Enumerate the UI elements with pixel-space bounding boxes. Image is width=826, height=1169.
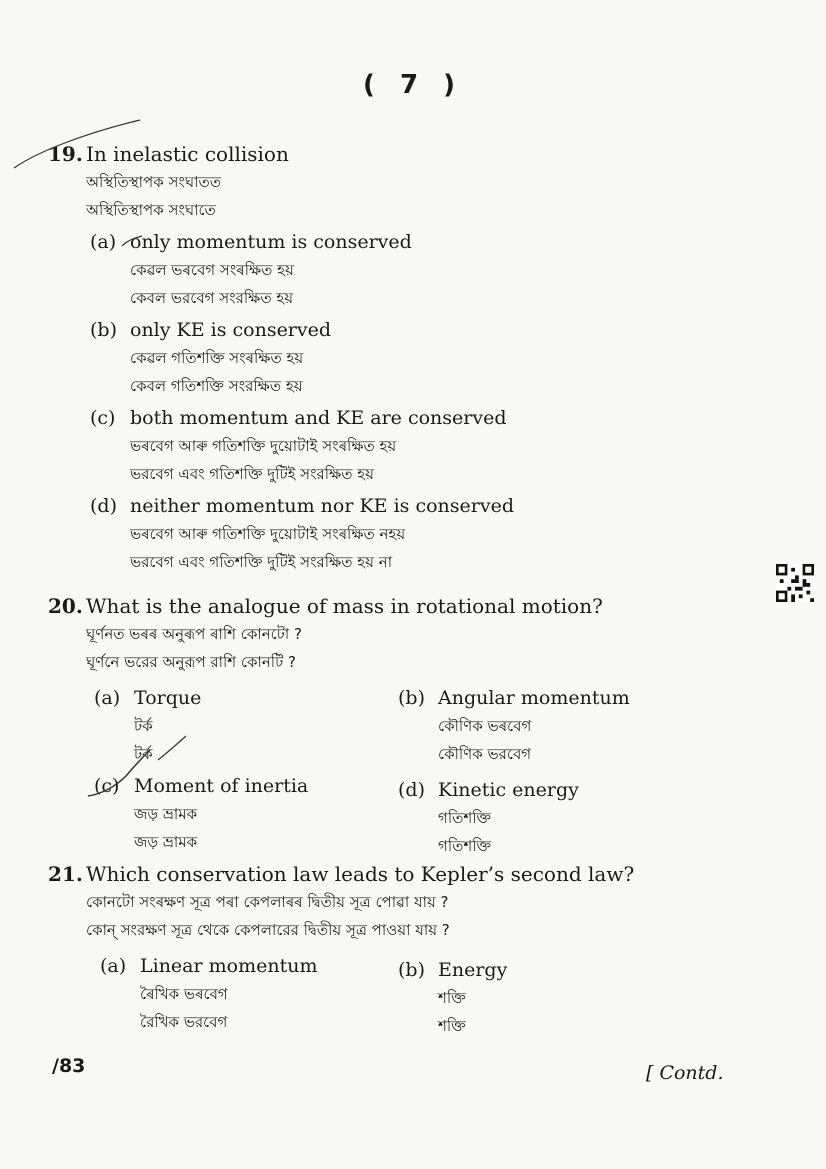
option-assamese: জড় ভ্ৰামক	[134, 805, 198, 823]
option-label: (c)	[90, 407, 116, 429]
question-20-assamese: ঘূৰ্ণনত ভৰৰ অনুৰূপ ৰাশি কোনটো ?	[86, 625, 302, 643]
option-english: only momentum is conserved	[130, 231, 412, 253]
option-english: neither momentum nor KE is conserved	[130, 495, 514, 517]
question-19-assamese: অস্থিতিস্থাপক সংঘাতত	[86, 173, 221, 191]
option-bengali: ভরবেগ এবং গতিশক্তি দুটিই সংরক্ষিত হয় না	[130, 553, 393, 571]
option-english: Energy	[438, 959, 508, 981]
question-19-text	[48, 140, 788, 168]
option-english: Torque	[134, 687, 202, 709]
option-label: (c)	[94, 775, 120, 797]
option-assamese: কেৱল ভৰবেগ সংৰক্ষিত হয়	[130, 261, 294, 279]
option-label: (a)	[100, 955, 127, 977]
question-20-text	[48, 592, 788, 620]
option-d	[398, 776, 718, 860]
question-text: In inelastic collision	[86, 142, 289, 166]
question-19	[48, 140, 788, 576]
option-b	[90, 316, 788, 400]
option-assamese: ৰৈখিক ভৰবেগ	[140, 985, 228, 1003]
question-21-bengali: কোন্ সংরক্ষণ সূত্র থেকে কেপলারের দ্বিতীয় সূত্র পাওয়া যায় ?	[86, 921, 450, 939]
option-assamese: কৌণিক ভৰবেগ	[438, 717, 532, 735]
option-bengali: ভরবেগ এবং গতিশক্তি দুটিই সংরক্ষিত হয়	[130, 465, 374, 483]
option-assamese: শক্তি	[438, 989, 466, 1007]
option-label: (a)	[90, 231, 117, 253]
option-label: (a)	[94, 687, 121, 709]
option-bengali: কেবল গতিশক্তি সংরক্ষিত হয়	[130, 377, 303, 395]
option-bengali: কৌণিক ভরবেগ	[438, 745, 532, 763]
option-assamese: কেৱল গতিশক্তি সংৰক্ষিত হয়	[130, 349, 304, 367]
option-bengali: জড় ভ্রামক	[134, 833, 198, 851]
option-b	[398, 684, 718, 768]
option-bengali: শক্তি	[438, 1017, 466, 1035]
option-assamese: ভৰবেগ আৰু গতিশক্তি দুয়োটাই সংৰক্ষিত নহয়	[130, 525, 406, 543]
options-grid	[48, 680, 788, 860]
options-grid	[48, 948, 788, 1038]
question-number: 20.	[48, 594, 83, 618]
option-english: Kinetic energy	[438, 779, 579, 801]
option-a	[94, 684, 414, 768]
question-number: 21.	[48, 862, 83, 886]
option-english: Angular momentum	[438, 687, 630, 709]
option-label: (b)	[90, 319, 117, 341]
question-21-text	[48, 860, 788, 888]
option-a	[100, 952, 420, 1036]
qr-code-icon	[776, 564, 814, 602]
continued-note: [ Contd.	[646, 1062, 724, 1084]
option-a	[90, 228, 788, 312]
page-number: ( 7 )	[363, 70, 463, 100]
option-bengali: গতিশক্তি	[438, 837, 492, 855]
question-20	[48, 592, 788, 860]
option-label: (d)	[90, 495, 117, 517]
question-19-bengali: অস্থিতিস্থাপক সংঘাতে	[86, 201, 216, 219]
option-bengali: কেবল ভরবেগ সংরক্ষিত হয়	[130, 289, 294, 307]
option-english: Linear momentum	[140, 955, 318, 977]
option-d	[90, 492, 788, 576]
option-english: only KE is conserved	[130, 319, 332, 341]
option-assamese: ভৰবেগ আৰু গতিশক্তি দুয়োটাই সংৰক্ষিত হয়	[130, 437, 397, 455]
option-label: (b)	[398, 959, 425, 981]
question-number: 19.	[48, 142, 83, 166]
option-english: both momentum and KE are conserved	[130, 407, 507, 429]
option-assamese: গতিশক্তি	[438, 809, 492, 827]
option-b	[398, 956, 718, 1040]
option-label: (b)	[398, 687, 425, 709]
option-label: (d)	[398, 779, 425, 801]
option-c	[94, 772, 414, 856]
question-text: What is the analogue of mass in rotational motion?	[86, 594, 603, 618]
question-20-bengali: ঘূর্ণনে ভরের অনুরূপ রাশি কোনটি ?	[86, 653, 296, 671]
option-assamese: টৰ্ক	[134, 717, 153, 735]
option-bengali: টর্ক	[134, 745, 153, 763]
question-text: Which conservation law leads to Kepler’s second law?	[86, 862, 635, 886]
booklet-code: /83	[52, 1055, 86, 1077]
option-c	[90, 404, 788, 488]
question-21-assamese: কোনটো সংৰক্ষণ সূত্ৰ পৰা কেপলাৰৰ দ্বিতীয় সূত্ৰ পোৱা যায় ?	[86, 893, 449, 911]
option-english: Moment of inertia	[134, 775, 309, 797]
question-21	[48, 860, 788, 1038]
option-bengali: রৈখিক ভরবেগ	[140, 1013, 228, 1031]
